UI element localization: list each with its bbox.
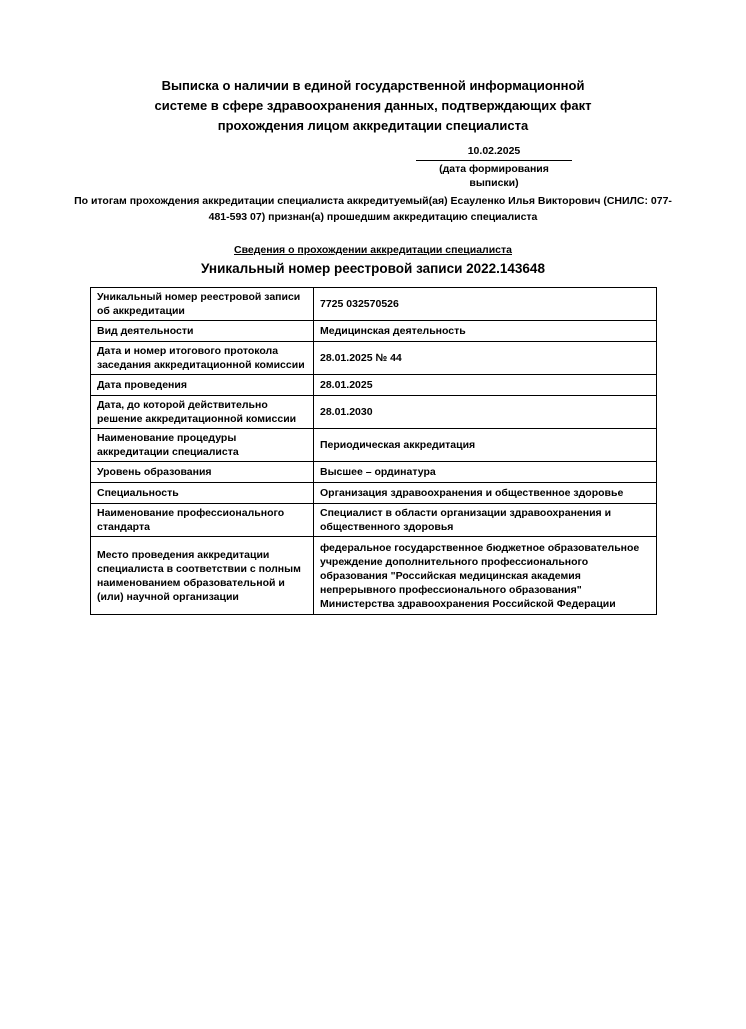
table-row bbox=[91, 483, 657, 504]
section-heading: Сведения о прохождении аккредитации специалиста bbox=[234, 244, 512, 256]
table-row bbox=[91, 504, 657, 537]
accreditation-info-table bbox=[90, 287, 657, 615]
table-row bbox=[91, 537, 657, 615]
row-value: 28.01.2025 № 44 bbox=[314, 342, 657, 375]
table-row bbox=[91, 342, 657, 375]
extract-date: 10.02.2025 bbox=[416, 144, 572, 161]
table-row bbox=[91, 321, 657, 342]
row-label: Вид деятельности bbox=[91, 321, 314, 342]
document-title-line-2: системе в сфере здравоохранения данных, подтверждающих факт bbox=[154, 98, 592, 113]
extract-date-block bbox=[416, 144, 572, 190]
intro-paragraph: По итогам прохождения аккредитации специалиста аккредитуемый(ая) Есауленко Илья Викторович (СНИЛС: 077-481-593 07) признан(а) прошедшим аккредитацию специалиста bbox=[74, 195, 672, 223]
document-title-line-3: прохождения лицом аккредитации специалиста bbox=[217, 118, 529, 133]
row-value: 28.01.2030 bbox=[314, 396, 657, 429]
table-row bbox=[91, 462, 657, 483]
row-label: Дата и номер итогового протокола заседания аккредитационной комиссии bbox=[91, 342, 314, 375]
row-label: Место проведения аккредитации специалиста в соответствии с полным наименованием образовательной и (или) научной организации bbox=[91, 537, 314, 615]
row-value: Организация здравоохранения и общественное здоровье bbox=[314, 483, 657, 504]
table-row bbox=[91, 429, 657, 462]
row-value: федеральное государственное бюджетное образовательное учреждение дополнительного профессионального образования "Российская медицинская академия непрерывного профессионального образования" Министерства здравоохранения Российской Федерации bbox=[314, 537, 657, 615]
row-label: Наименование профессионального стандарта bbox=[91, 504, 314, 537]
document-title-line-1: Выписка о наличии в единой государственной информационной bbox=[161, 78, 585, 93]
table-row bbox=[91, 396, 657, 429]
document-title bbox=[0, 76, 746, 136]
table-row bbox=[91, 288, 657, 321]
row-label: Уровень образования bbox=[91, 462, 314, 483]
row-label: Дата, до которой действительно решение аккредитационной комиссии bbox=[91, 396, 314, 429]
registry-number-heading: Уникальный номер реестровой записи 2022.143648 bbox=[201, 261, 545, 276]
extract-date-caption: (дата формирования выписки) bbox=[439, 163, 549, 189]
row-value: Медицинская деятельность bbox=[314, 321, 657, 342]
row-label: Дата проведения bbox=[91, 375, 314, 396]
row-value: Высшее – ординатура bbox=[314, 462, 657, 483]
row-value: Специалист в области организации здравоохранения и общественного здоровья bbox=[314, 504, 657, 537]
row-label: Наименование процедуры аккредитации специалиста bbox=[91, 429, 314, 462]
table-row bbox=[91, 375, 657, 396]
row-label: Специальность bbox=[91, 483, 314, 504]
row-value: 28.01.2025 bbox=[314, 375, 657, 396]
row-value: 7725 032570526 bbox=[314, 288, 657, 321]
row-label: Уникальный номер реестровой записи об аккредитации bbox=[91, 288, 314, 321]
row-value: Периодическая аккредитация bbox=[314, 429, 657, 462]
